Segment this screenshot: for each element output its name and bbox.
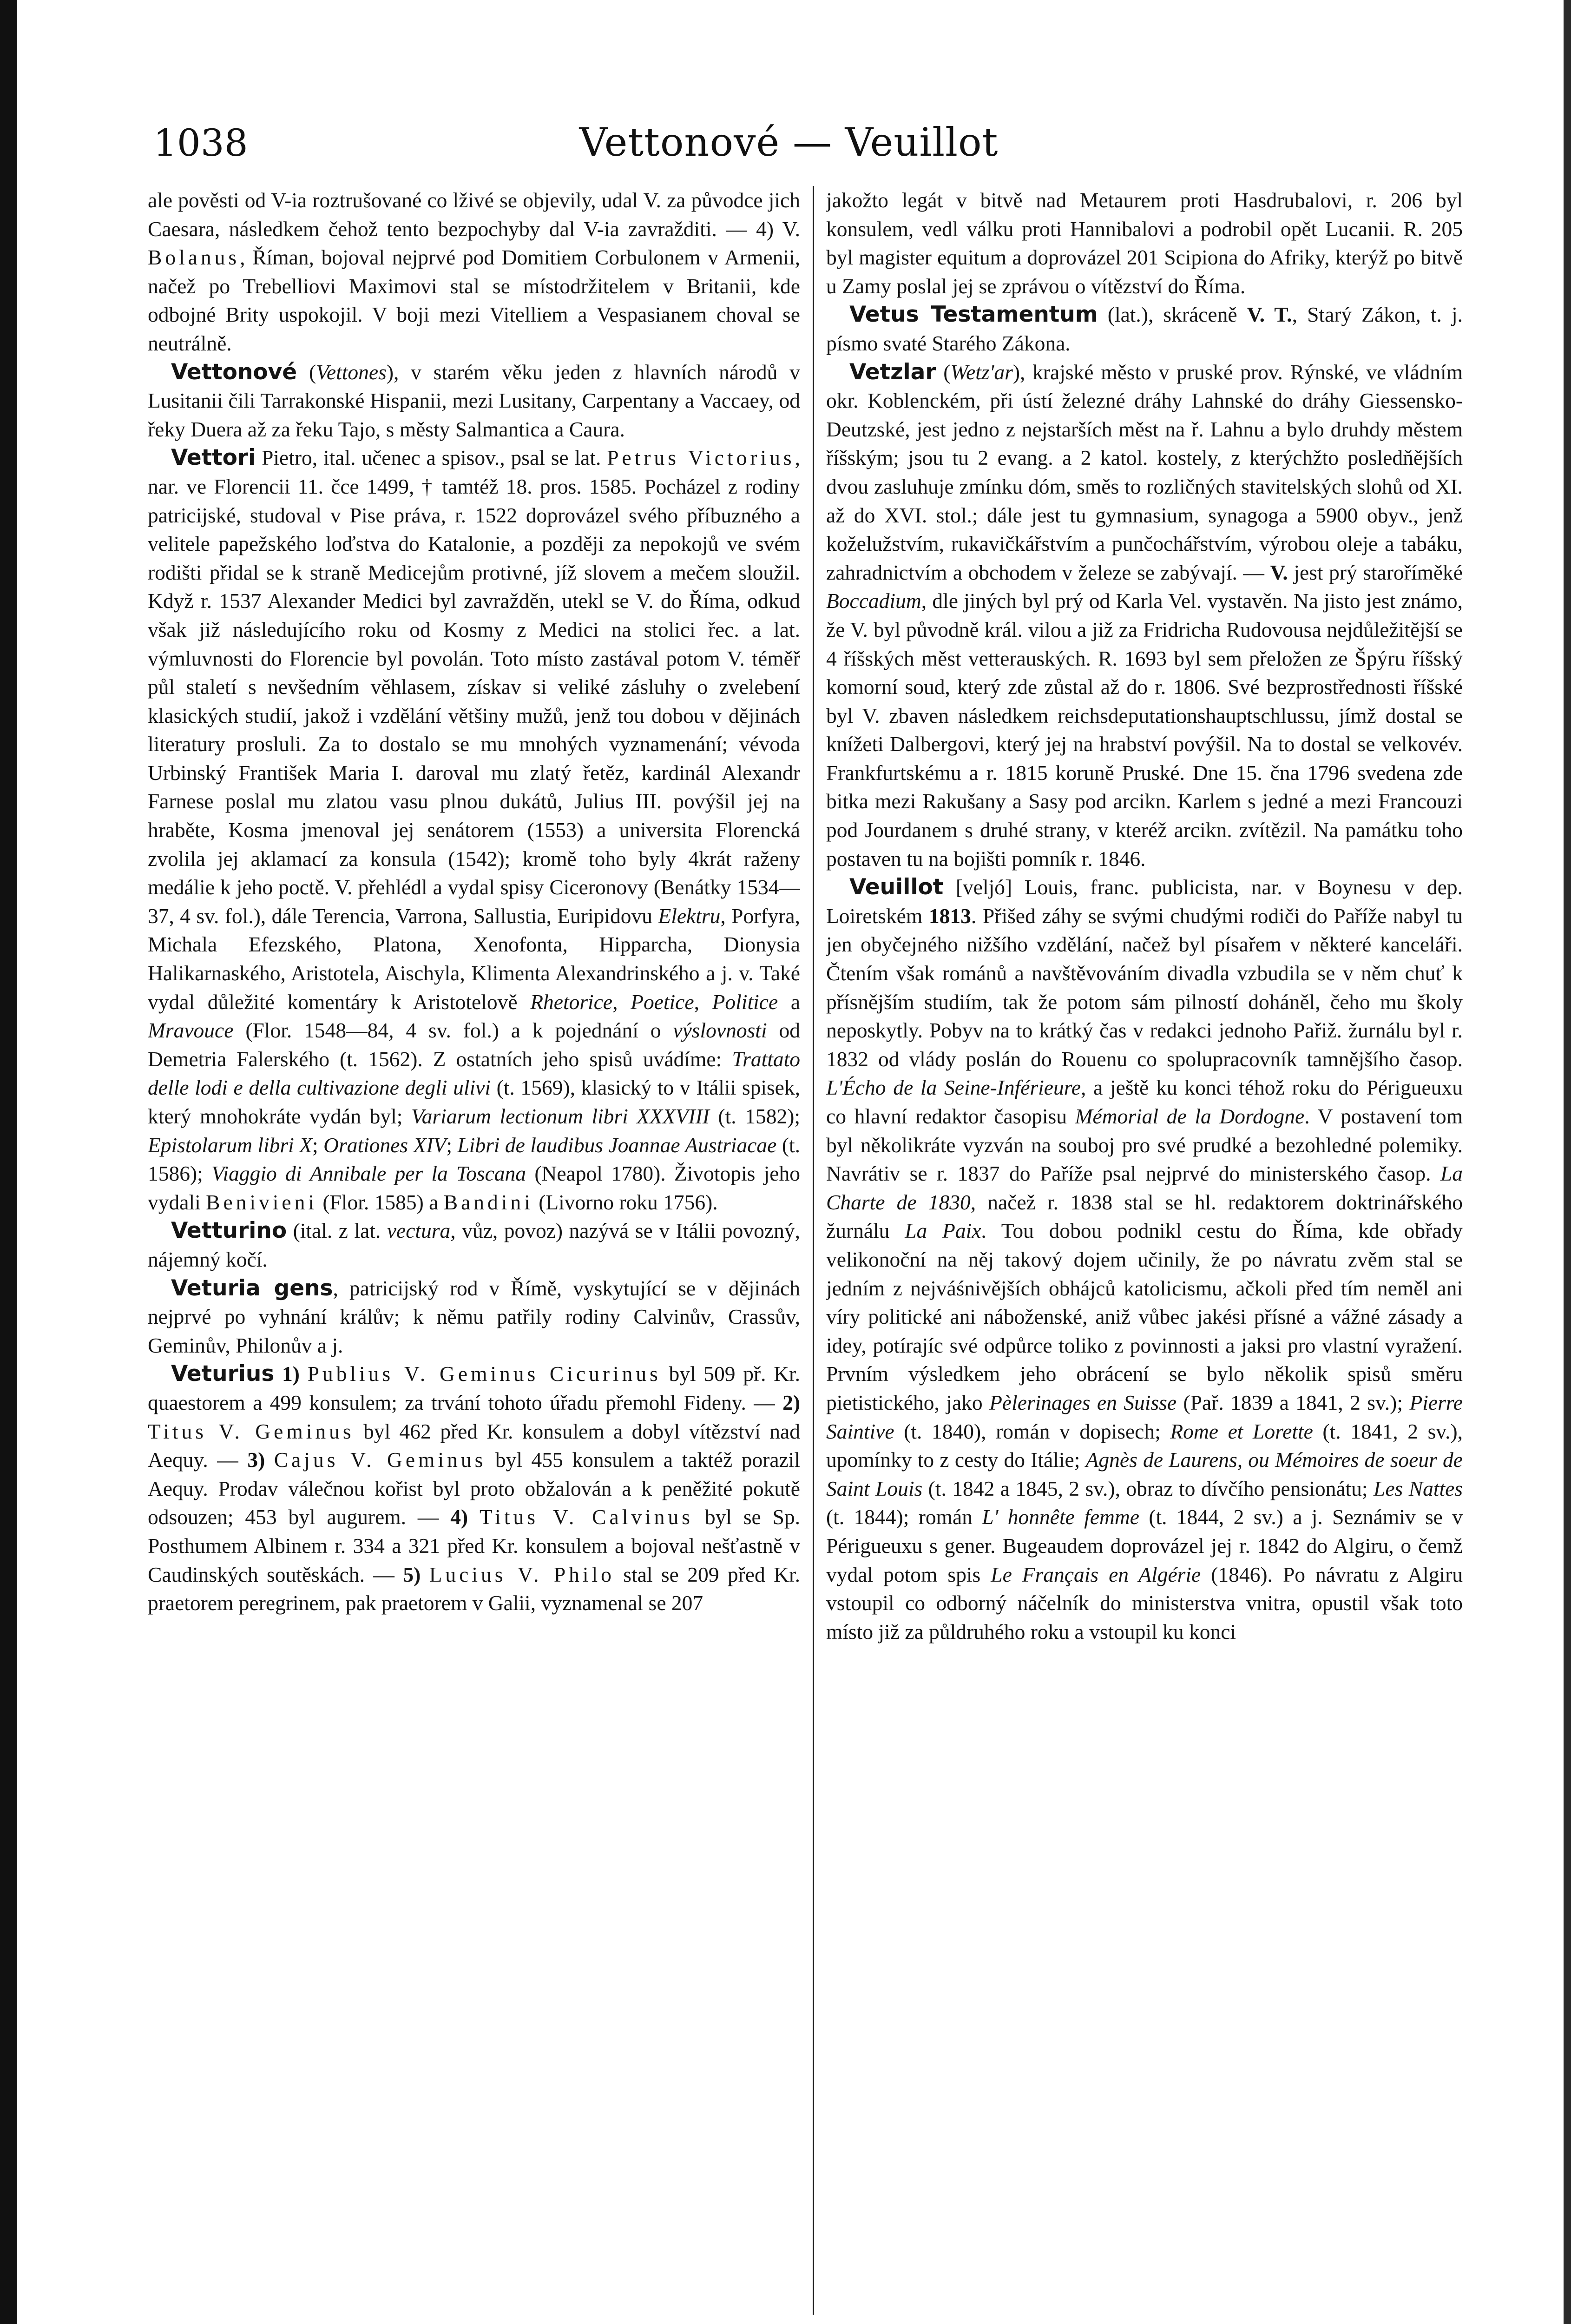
entry-vettonove bbox=[148, 358, 800, 444]
entry-text: ), v starém věku jeden z hlavních národů v Lusitanii čili Tarrakonské Hispanii, mezi Lusitany, Carpentany a Vaccaey, od řeky Duera až za řeku Tajo, s městy Salmantica a Caura. bbox=[148, 360, 800, 441]
entry-text: (Pař. 1839 a 1841, 2 sv.); bbox=[1177, 1390, 1410, 1414]
entry-veuillot bbox=[826, 873, 1463, 1646]
entry-text: , vůz, povoz) nazývá se v Itálii povozný, nájemný kočí. bbox=[148, 1219, 800, 1271]
entry-vettius-continued bbox=[148, 186, 800, 358]
italic-term: Wetz'ar bbox=[950, 360, 1013, 384]
entry-text: ), krajské město v pruské prov. Rýnské, ve vládním okr. Koblenckém, při ústí železné dráhy Lahnské do dráhy Giessensko-Deutzské, jest jedno z nejstarších měst na ř. Lahnu a bylo druhdy městem říšským; jsou tu 2 evang. a 2 katol. kostely, z kterýchžto posledňějších dvou zasluhuje zmínku dóm, směs to rozličných stavitelských slohů od XI. až do XVI. stol.; dále jest tu gymnasium, synagoga a 5900 obyv., jenž koželužstvím, rukavičkářstvím a punčochářstvím, výrobou oleje a tabáku, zahradnictvím a obchodem v železe se zabývají. — bbox=[826, 360, 1463, 584]
spaced-name: Titus V. Geminus bbox=[148, 1419, 355, 1443]
entry-text: , Porfyra, Michala Efezského, Platona, Xenofonta, Hipparcha, Dionysia Halikarnaského, Aristotela, Aischyla, Klimenta Alexandrinského a j. v. Také vydal důležité komentáry k Aristotelově bbox=[148, 904, 800, 1014]
entry-text: od Demetria Falerského (t. 1562). Z ostatních jeho spisů uvádíme: bbox=[148, 1018, 800, 1071]
entry-text: [veljó] Louis, franc. publicista, nar. v Boynesu v dep. Loiretském bbox=[826, 875, 1463, 928]
italic-term: L' honnête femme bbox=[982, 1505, 1139, 1529]
italic-term: Rhetorice bbox=[530, 990, 613, 1014]
spaced-name: Publius V. Geminus Cicurinus bbox=[307, 1362, 661, 1386]
italic-term: Mémorial de la Dordogne bbox=[1075, 1104, 1305, 1128]
entry-text: (t. 1844, 2 sv.) a j. Seznámiv se v Périgueuxu s gener. Bugeaudem doprovázel jej r. 1842 do Algiru, o čemž vydal potom spis bbox=[826, 1505, 1463, 1586]
entry-text: . Tou dobou podnikl cestu do Říma, kde obřady velikonoční na něj takový dojem učinily, že po návratu zvěm stal se jedním z nejváśnivějších obhájců katolicismu, ačkoli před tím neměl ani víry politické ani náboženské, aniž vůbec jakési přísné a vážné zásady a idey, potírajíc své odpůrce toliko z povinnosti a jaksi pro vlastní vyražení. Prvním výsledkem jeho obrácení se bylo několik spisů směru pietistického, jako bbox=[826, 1219, 1463, 1414]
entry-text: . Přišed záhy se svými chudými rodiči do Paříže nabyl tu jen obyčejného nižšího vzdělání, načež byl písařem v některé kanceláři. Čtením však románů a navštěvováním divadla vzbudila se v něm chuť k přísnějším studiím, tak že potom sám pilností doháněl, čeho mu školy neposkytly. Pobyv na to krátký čas v redakci jednoho Pařiž. žurnálu byl r. 1832 od vlády poslán do Rouenu co spolupracovník tamnějšího časop. bbox=[826, 904, 1463, 1071]
headword: Vetus Testamentum bbox=[849, 302, 1098, 328]
entry-text: (Neapol 1780). Životopis jeho vydali bbox=[148, 1162, 800, 1214]
entry-vetturino bbox=[148, 1216, 800, 1274]
entry-text: , Starý Zákon, t. j. písmo svaté Starého Zákona. bbox=[826, 303, 1463, 355]
entry-vetzlar bbox=[826, 358, 1463, 873]
bold-term: V. T. bbox=[1247, 303, 1292, 327]
sense-number: 3) bbox=[247, 1448, 265, 1472]
entry-text bbox=[300, 1362, 308, 1386]
entry-text: . V postavení tom byl několikráte vyzván na souboj pro své prudké a bezohledné polemiky. Navrátiv se r. 1837 do Paříže psal nejprvé do ministerského časop. bbox=[826, 1104, 1463, 1186]
italic-term: La Paix bbox=[905, 1219, 981, 1243]
headword: Veuillot bbox=[849, 874, 944, 900]
entry-text: , dle jiných byl prý od Karla Vel. vystavěn. Na jisto jest známo, že V. byl původně král. vilou a již za Fridricha Rudovousa nejdůležitější se 4 říšských měst vetterauských. R. 1693 byl sem přeložen ze Špýru říšský komorní soud, který zde zůstal až do r. 1806. Své bezprostřednosti říšské byl V. zbaven následkem reichsdeputationshauptschlussu, jímž dostal se knížeti Dalbergovi, který jej na hrabství povýšil. Na to dostal se velkovév. Frankfurtskému a r. 1815 koruně Pruské. Dne 15. čna 1796 svedena zde bitka mezi Rakušany a Sasy pod arcikn. Karlem s jedné a mezi Francouzi pod Jourdanem s druhé strany, v kteréž arcikn. zvítězil. Na památku toho postaven tu na bojišti pomník r. 1846. bbox=[826, 589, 1463, 871]
entry-text: (t. 1840), román v dopisech; bbox=[894, 1419, 1170, 1443]
spaced-name: Petrus Victorius bbox=[607, 446, 795, 470]
entry-text: stal se 209 před Kr. praetorem peregrinem, pak praetorem v Galii, vyznamenal se 207 bbox=[148, 1562, 800, 1615]
entry-text: ale pověsti od V-ia roztrušované co lživé se objevily, udal V. za původce jich Caesara, následkem čehož tento bezpochyby dal V-ia zavražditi. — 4) V. bbox=[148, 188, 800, 241]
entry-vettori bbox=[148, 443, 800, 1216]
spaced-name: Bolanus bbox=[148, 245, 240, 270]
italic-term: Rome et Lorette bbox=[1170, 1419, 1313, 1443]
sense-number: 1) bbox=[274, 1362, 300, 1386]
entry-text: (t. 1844); román bbox=[826, 1505, 982, 1529]
italic-term: Libri de laudibus Joannae Austriacae bbox=[457, 1133, 777, 1157]
italic-term: Elektru bbox=[658, 904, 721, 928]
entry-text: Pietro, ital. učenec a spisov., psal se lat. bbox=[256, 446, 607, 470]
entry-text: (Flor. 1585) a bbox=[317, 1190, 444, 1214]
italic-term: Politice bbox=[712, 990, 778, 1014]
sense-number: 4) bbox=[450, 1505, 468, 1529]
italic-term: La Charte de 1830 bbox=[826, 1162, 1463, 1214]
entry-text: jest prý staroříměké bbox=[1288, 560, 1463, 584]
scan-border-right bbox=[1564, 0, 1571, 2324]
entry-text: , patricijský rod v Římě, vyskytující se v dějinách nejprvé po vyhnání králův; k němu patřily rodiny Calvinův, Crassův, Geminův, Philonův a j. bbox=[148, 1276, 800, 1357]
entry-text: byl 455 konsulem a taktéž porazil Aequy. Prodav válečnou kořist byl proto obžalován a k peněžité pokutě odsouzen; 453 byl augurem. — bbox=[148, 1448, 800, 1529]
italic-term: Les Nattes bbox=[1374, 1476, 1463, 1500]
left-column bbox=[148, 186, 800, 2315]
italic-term: vectura bbox=[387, 1219, 451, 1243]
bold-term: V. bbox=[1270, 560, 1288, 584]
entry-text: ( bbox=[297, 360, 316, 384]
spaced-name: Titus V. Calvinus bbox=[479, 1505, 693, 1529]
italic-term: Pierre Saintive bbox=[826, 1390, 1463, 1443]
entry-text bbox=[468, 1505, 480, 1529]
italic-term: Trattato delle lodi e della cultivazione degli ulivi bbox=[148, 1047, 800, 1100]
italic-term: Vettones bbox=[316, 360, 387, 384]
entry-text: , a ještě ku konci téhož roku do Périgueuxu co hlavní redaktor časopisu bbox=[826, 1076, 1463, 1128]
spaced-name: Cajus V. Geminus bbox=[274, 1448, 486, 1472]
spaced-name: Benivieni bbox=[206, 1190, 318, 1214]
italic-term: Poetice bbox=[631, 990, 694, 1014]
entry-text: ; bbox=[312, 1133, 324, 1157]
headword: Vetturino bbox=[171, 1218, 287, 1244]
entry-text bbox=[265, 1448, 274, 1472]
headword: Vettonové bbox=[171, 359, 297, 385]
entry-text: (t. 1842 a 1845, 2 sv.), obraz to dívčího pensionátu; bbox=[922, 1476, 1374, 1500]
italic-term: Epistolarum libri X bbox=[148, 1133, 313, 1157]
entry-text: (lat.), skráceně bbox=[1098, 303, 1247, 327]
italic-term: Boccadium bbox=[826, 589, 921, 613]
italic-term: Agnès de Laurens, ou Mémoires de soeur de Saint Louis bbox=[826, 1448, 1463, 1500]
entry-text: (Livorno roku 1756). bbox=[533, 1190, 718, 1214]
italic-term: Pèlerinages en Suisse bbox=[989, 1390, 1177, 1414]
italic-term: Viaggio di Annibale per la Toscana bbox=[211, 1162, 526, 1186]
running-title: Vettonové — Veuillot bbox=[579, 119, 999, 165]
headword: Vettori bbox=[171, 445, 256, 471]
headword: Veturius bbox=[171, 1361, 275, 1387]
page-number: 1038 bbox=[153, 121, 248, 165]
entry-text: ( bbox=[936, 360, 951, 384]
headword: Vetzlar bbox=[849, 359, 936, 385]
entry-veturia-gens bbox=[148, 1274, 800, 1360]
spaced-name: Bandini bbox=[443, 1190, 533, 1214]
entry-text: (Flor. 1548—84, 4 sv. fol.) a k pojednání o bbox=[233, 1018, 673, 1043]
entry-veturius bbox=[148, 1360, 800, 1617]
entry-text: byl 462 před Kr. konsulem a dobyl vítězství nad Aequy. — bbox=[148, 1419, 800, 1472]
column-divider bbox=[813, 186, 814, 2315]
entry-text: (t. 1569), klasický to v Itálii spisek, který mnohokráte vydán byl; bbox=[148, 1076, 800, 1128]
scan-border-left bbox=[0, 0, 17, 2324]
italic-term: Le Français en Algérie bbox=[991, 1562, 1201, 1586]
italic-term: Variarum lectionum libri XXXVIII bbox=[411, 1104, 710, 1128]
entry-text: , bbox=[694, 990, 712, 1014]
entry-text: (1846). Po návratu z Algiru vstoupil co odborný náčelník do ministerstva vnitra, opustil však toto místo již za půldruhého roku a vstoupil ku konci bbox=[826, 1562, 1463, 1644]
entry-text: , Říman, bojoval nejprvé pod Domitiem Corbulonem v Armenii, načež po Trebelliovi Maximovi stal se místodržitelem v Britanii, kde odbojné Brity uspokojil. V boji mezi Vitelliem a Vespasianem choval se neutrálně. bbox=[148, 245, 800, 355]
right-column bbox=[826, 186, 1463, 2315]
italic-term: L'Écho de la Seine-Inférieure bbox=[826, 1076, 1081, 1100]
entry-text: byl 509 př. Kr. quaestorem a 499 konsulem; za trvání tohoto úřadu přemohl Fideny. — bbox=[148, 1362, 800, 1414]
entry-veturius-continued bbox=[826, 186, 1463, 300]
italic-term: Orationes XIV bbox=[323, 1133, 447, 1157]
entry-text: (t. 1586); bbox=[148, 1133, 800, 1186]
entry-text: , nar. ve Florencii 11. čce 1499, † tamtéž 18. pros. 1585. Pocházel z rodiny patricijské, studoval v Pise práva, r. 1522 doprovázel svého příbuzného a velitele papežského loďstva do Katalonie, a později za nepokojů ve svém rodišti přidal se k straně Medicejům protivné, jíž slovem a mečem sloužil. Když r. 1537 Alexander Medici byl zavražděn, utekl se V. do Říma, odkud však již následujícího roku od Kosmy z Medici na stolici řec. a lat. výmluvnosti do Florencie byl povolán. Toto místo zastával potom V. téměř půl staletí s nevšedním věhlasem, získav si veliké zásluhy o zvelebení klasických studií, jakož i vzdělání většiny mužů, jenž tou dobou v dějinách literatury prosluli. Za to dostalo se mu mnohých vyznamenání; vévoda Urbinský František Maria I. daroval mu zlatý řetěz, kardinál Alexandr Farnese poslal mu zlatou vasu plnou dukátů, Julius III. povýšil jej na hraběte, Kosma jmenoval jej senátorem (1553) a universita Florencká zvolila jej aklamací za konsula (1542); kromě toho byly 4krát raženy medálie k jeho poctě. V. přehlédl a vydal spisy Ciceronovy (Benátky 1534—37, 4 sv. fol.), dále Terencia, Varrona, Sallustia, Euripidovu bbox=[148, 446, 800, 928]
bold-term: 1813 bbox=[928, 904, 971, 928]
entry-text: jakožto legát v bitvě nad Metaurem proti Hasdrubalovi, r. 206 byl konsulem, vedl válku proti Hannibalovi a podrobil opět Lucanii. R. 205 byl magister equitum a doprovázel 201 Scipiona do Afriky, kterýž po bitvě u Zamy poslal jej se zprávou o vítězství do Říma. bbox=[826, 188, 1463, 298]
entry-text bbox=[421, 1563, 429, 1586]
entry-text: , načež r. 1838 stal se hl. redaktorem doktrinářského žurnálu bbox=[826, 1190, 1463, 1243]
spaced-name: Lucius V. Philo bbox=[429, 1562, 615, 1586]
entry-vetus-testamentum bbox=[826, 300, 1463, 357]
entry-text: (ital. z lat. bbox=[287, 1219, 387, 1243]
italic-term: výslovnosti bbox=[673, 1018, 767, 1043]
italic-term: Mravouce bbox=[148, 1018, 234, 1043]
entry-text: byl se Sp. Posthumem Albinem r. 334 a 321 před Kr. konsulem a bojoval nešťastně v Caudinských soutěskách. — bbox=[148, 1505, 800, 1586]
entry-text: ; bbox=[446, 1133, 458, 1157]
sense-number: 2) bbox=[782, 1390, 800, 1414]
entry-text: a bbox=[778, 990, 800, 1014]
headword: Veturia gens bbox=[171, 1275, 333, 1301]
sense-number: 5) bbox=[403, 1562, 421, 1586]
entry-text: (t. 1582); bbox=[709, 1104, 800, 1128]
entry-text: , bbox=[612, 990, 631, 1014]
entry-text: (t. 1841, 2 sv.), upomínky to z cesty do Itálie; bbox=[826, 1419, 1463, 1472]
